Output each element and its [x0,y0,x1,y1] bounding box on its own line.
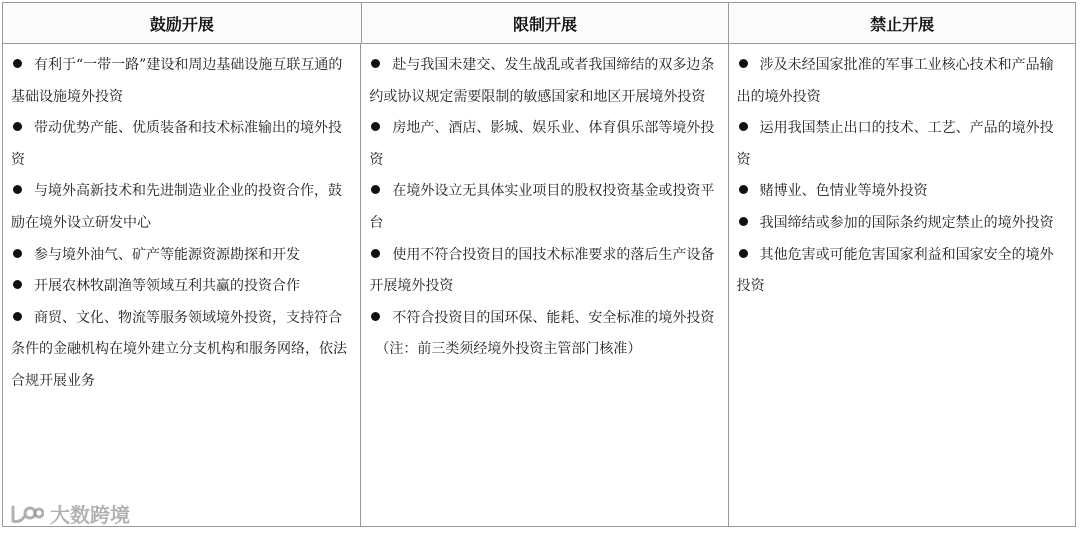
list-item: 商贸、文化、物流等服务领域境外投资，支持符合条件的金融机构在境外建立分支机构和服务网络，依法合规开展业务 [11,309,347,389]
list-item: 运用我国禁止出口的技术、工艺、产品的境外投资 [736,120,1054,168]
bullet-icon [371,122,380,131]
list-item: 在境外设立无具体实业项目的股权投资基金或投资平台 [369,183,715,231]
watermark-logo-icon [10,501,44,527]
list-item: 带动优势产能、优质装备和技术标准输出的境外投资 [11,120,342,168]
list-item: 涉及未经国家批准的军事工业核心技术和产品输出的境外投资 [736,57,1054,105]
list-item: 房地产、酒店、影城、娱乐业、体育俱乐部等境外投资 [369,120,715,168]
header-encouraged: 鼓励开展 [3,3,362,43]
bullet-icon [739,217,748,226]
column-restricted [361,44,728,526]
bullet-icon [739,249,748,258]
bullet-icon [13,185,22,194]
bullet-icon [371,249,380,258]
bullet-icon [13,280,22,289]
list-item: 赴与我国未建交、发生战乱或者我国缔结的双多边条约或协议规定需要限制的敏感国家和地区开展境外投资 [369,57,715,105]
list-item: 我国缔结或参加的国际条约规定禁止的境外投资 [737,208,1067,240]
approval-note: （注：前三类须经境外投资主管部门核准） [375,341,642,358]
bullet-icon [739,59,748,68]
bullet-icon [371,312,380,321]
column-encouraged [3,44,361,526]
bullet-icon [739,185,748,194]
list-item: 与境外高新技术和先进制造业企业的投资合作，鼓励在境外设立研发中心 [11,183,342,231]
bullet-icon [13,312,22,321]
bullet-icon [739,122,748,131]
watermark [10,499,130,528]
header-restricted: 限制开展 [362,3,730,43]
watermark-text: 大数跨境 [50,503,130,527]
column-prohibited [729,44,1075,526]
list-item: 不符合投资目的国环保、能耗、安全标准的境外投资 [369,303,719,335]
bullet-icon [13,122,22,131]
list-item: 有利于“一带一路”建设和周边基础设施互联互通的基础设施境外投资 [11,57,343,105]
list-item: 使用不符合投资目的国技术标准要求的落后生产设备开展境外投资 [369,246,715,295]
bullet-icon [371,59,380,68]
bullet-icon [13,249,22,258]
list-item: 其他危害或可能危害国家利益和国家安全的境外投资 [736,246,1054,295]
bullet-icon [13,59,22,68]
list-item: 参与境外油气、矿产等能源资源勘探和开发 [11,240,352,272]
bullet-icon [371,185,380,194]
policy-table [2,2,1076,527]
header-prohibited: 禁止开展 [870,14,935,34]
list-item: 开展农林牧副渔等领域互利共赢的投资合作 [11,271,352,303]
table-header [3,3,1075,44]
list-item: 赌博业、色情业等境外投资 [737,176,1067,208]
table-body [3,44,1075,526]
